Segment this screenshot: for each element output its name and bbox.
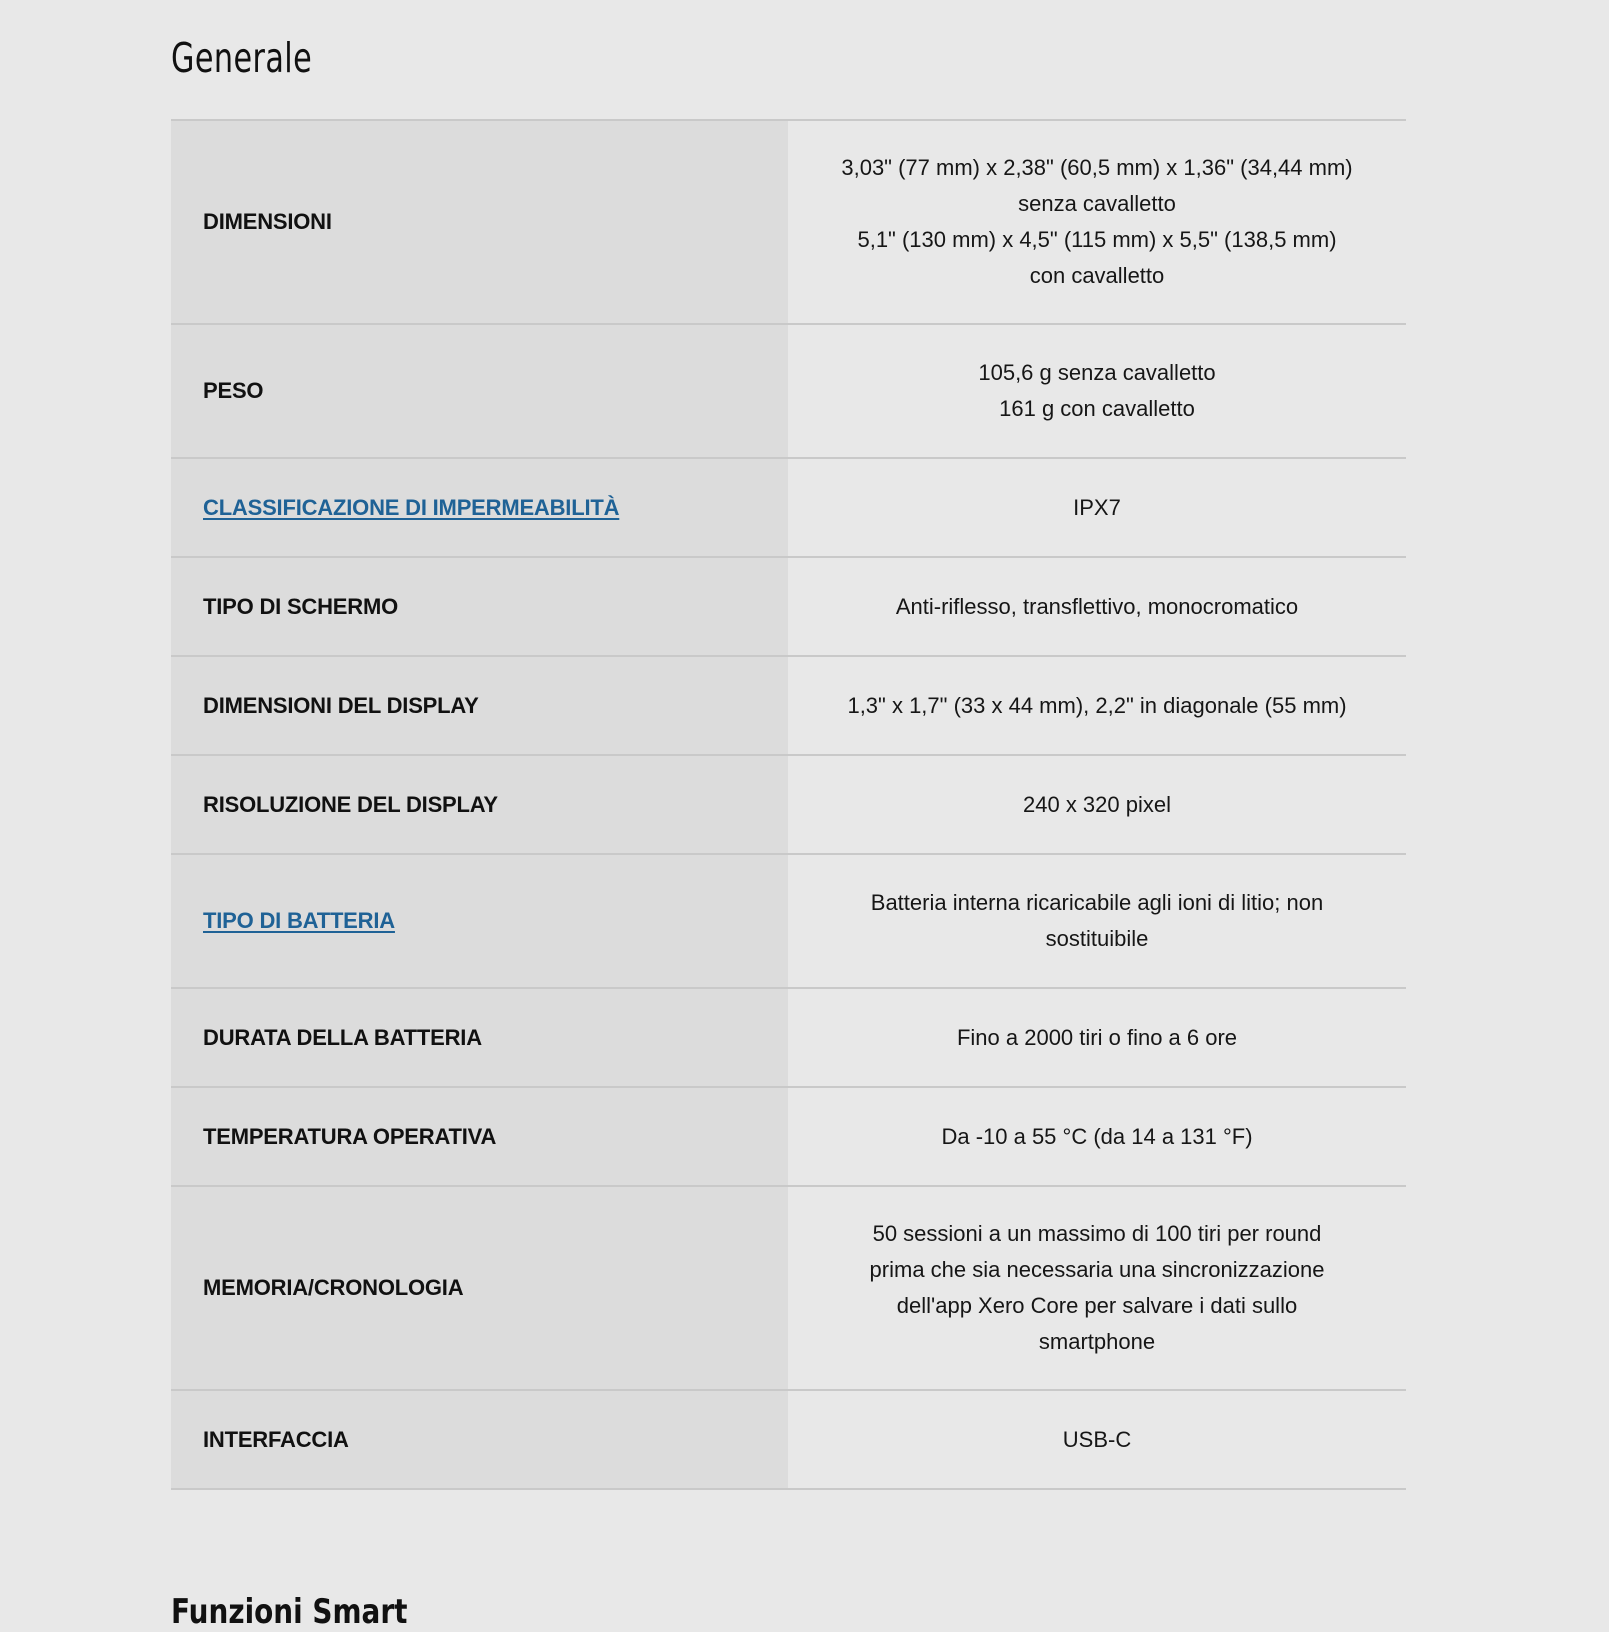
spec-value-line: prima che sia necessaria una sincronizzazione — [869, 1257, 1325, 1282]
spec-row — [171, 557, 1406, 656]
spec-key-label: PESO — [203, 378, 264, 403]
spec-row — [171, 1390, 1406, 1489]
spec-value-line: con cavalletto — [1029, 263, 1165, 288]
next-section-title: Funzioni Smart — [171, 1592, 408, 1632]
spec-key-label: DURATA DELLA BATTERIA — [203, 1024, 482, 1050]
spec-row — [171, 755, 1406, 854]
spec-value-line: Batteria interna ricaricabile agli ioni di litio; non — [870, 890, 1324, 915]
spec-key-cell — [171, 854, 788, 988]
spec-value-line: 1,3" x 1,7" (33 x 44 mm), 2,2" in diagonale (55 mm) — [847, 692, 1347, 718]
spec-value-cell — [788, 458, 1406, 557]
spec-key-link[interactable]: CLASSIFICAZIONE DI IMPERMEABILITÀ — [203, 494, 620, 520]
spec-key-link[interactable]: TIPO DI BATTERIA — [203, 908, 395, 933]
spec-row — [171, 854, 1406, 988]
spec-key-cell — [171, 1390, 788, 1489]
spec-row — [171, 1087, 1406, 1186]
spec-value-cell — [788, 120, 1406, 324]
spec-row — [171, 988, 1406, 1087]
spec-row — [171, 1186, 1406, 1390]
spec-value-cell — [788, 1186, 1406, 1390]
spec-value-line: dell'app Xero Core per salvare i dati sullo — [896, 1293, 1298, 1318]
spec-key-cell — [171, 988, 788, 1087]
spec-key-cell — [171, 1186, 788, 1390]
spec-value-line: 50 sessioni a un massimo di 100 tiri per round — [872, 1221, 1322, 1246]
spec-value-cell — [788, 988, 1406, 1087]
spec-value-line: 161 g con cavalletto — [999, 396, 1195, 421]
spec-key-label: TEMPERATURA OPERATIVA — [203, 1123, 497, 1149]
spec-row — [171, 656, 1406, 755]
spec-value-cell — [788, 1390, 1406, 1489]
spec-value-line: Anti-riflesso, transflettivo, monocromatico — [895, 593, 1299, 619]
spec-value-line: senza cavalletto — [1018, 191, 1176, 216]
spec-value-line: 105,6 g senza cavalletto — [978, 360, 1216, 385]
spec-key-cell — [171, 557, 788, 656]
spec-value-line: Fino a 2000 tiri o fino a 6 ore — [956, 1024, 1238, 1050]
spec-value-cell — [788, 1087, 1406, 1186]
spec-key-label: MEMORIA/CRONOLOGIA — [203, 1275, 464, 1300]
spec-value-line: smartphone — [1038, 1329, 1156, 1354]
spec-key-cell — [171, 324, 788, 458]
spec-key-cell — [171, 656, 788, 755]
spec-value-line: 5,1" (130 mm) x 4,5" (115 mm) x 5,5" (138,5 mm) — [857, 227, 1337, 252]
spec-value-line: 3,03" (77 mm) x 2,38" (60,5 mm) x 1,36" (34,44 mm) — [841, 155, 1353, 180]
spec-table-body — [171, 120, 1406, 1489]
spec-key-label: RISOLUZIONE DEL DISPLAY — [203, 791, 498, 817]
spec-value-cell — [788, 755, 1406, 854]
spec-row — [171, 458, 1406, 557]
spec-value-cell — [788, 557, 1406, 656]
spec-value-cell — [788, 656, 1406, 755]
spec-key-cell — [171, 120, 788, 324]
spec-table — [171, 119, 1406, 1490]
spec-value-line: sostituibile — [1045, 926, 1149, 951]
spec-value-line: Da -10 a 55 °C (da 14 a 131 °F) — [941, 1123, 1253, 1149]
spec-value-line: IPX7 — [1073, 494, 1121, 520]
spec-value-cell — [788, 324, 1406, 458]
spec-key-label: INTERFACCIA — [203, 1426, 349, 1452]
spec-key-label: DIMENSIONI DEL DISPLAY — [203, 692, 479, 718]
spec-key-label: DIMENSIONI — [203, 209, 332, 234]
spec-value-line: USB-C — [1062, 1426, 1132, 1452]
spec-key-label: TIPO DI SCHERMO — [203, 593, 399, 619]
spec-key-cell — [171, 458, 788, 557]
spec-value-line: 240 x 320 pixel — [1023, 791, 1171, 817]
spec-key-cell — [171, 1087, 788, 1186]
section-title: Generale — [171, 34, 313, 82]
spec-key-cell — [171, 755, 788, 854]
spec-value-cell — [788, 854, 1406, 988]
spec-row — [171, 324, 1406, 458]
spec-row — [171, 120, 1406, 324]
